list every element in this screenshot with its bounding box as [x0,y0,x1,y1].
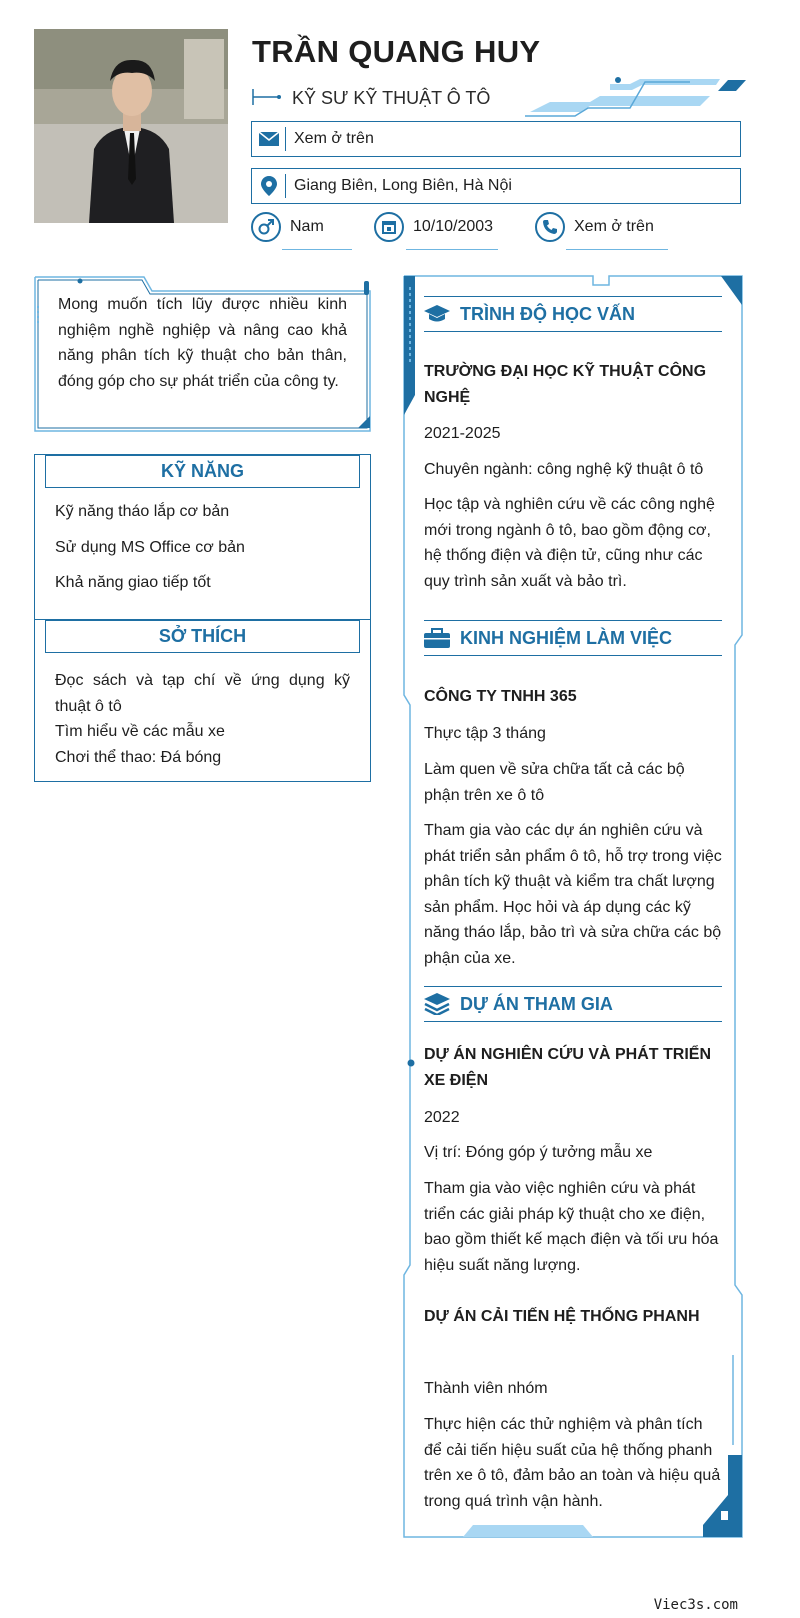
project-description: Tham gia vào việc nghiên cứu và phát triển các giải pháp kỹ thuật cho xe điện, bao gồm thiết kế mạch điện và tối ưu hóa hiệu suất năng lượng. [424,1180,719,1274]
skills-title: KỸ NĂNG [45,455,360,488]
envelope-icon [252,127,286,151]
candidate-name: TRẦN QUANG HUY [252,34,541,69]
divider [282,249,352,250]
birthday-value: 10/10/2003 [413,218,494,235]
title-line-ornament [252,86,282,108]
birthday-field [374,212,493,242]
hobby-item: Đọc sách và tạp chí về ứng dụng kỹ thuật ô tô [55,672,350,715]
experience-title: KINH NGHIỆM LÀM VIỆC [460,627,673,648]
experience-description: Tham gia vào các dự án nghiên cứu và phát triển sản phẩm ô tô, hỗ trợ trong việc phân tích kỹ thuật và kiểm tra chất lượng sản phẩm. Học hỏi và áp dụng các kỹ năng tháo lắp, bảo trì và sửa chữa các bộ phận của xe. [424,822,722,967]
gender-value: Nam [290,218,324,235]
calendar-icon [374,212,404,242]
phone-icon [535,212,565,242]
skill-item: Kỹ năng tháo lắp cơ bản [55,503,230,520]
education-description: Học tập và nghiên cứu về các công nghệ mới trong ngành ô tô, bao gồm động cơ, hệ thống điện và điện tử, cũng như các quy trình sản xuất và bảo trì. [424,496,715,590]
skills-section [34,454,371,620]
watermark-text: Viec3s.com [653,1597,738,1613]
project-description: Thực hiện các thử nghiệm và phân tích để cải tiến hiệu suất của hệ thống phanh trên xe ô tô, đảm bảo an toàn và hiệu quả trong quá trình vận hành. [424,1416,721,1510]
hobbies-title: SỞ THÍCH [45,620,360,653]
phone-field [535,212,654,242]
hobby-item: Tìm hiểu về các mẫu xe [55,723,225,740]
hobbies-section [34,619,371,782]
company-name: CÔNG TY TNHH 365 [424,688,577,705]
skill-item: Khả năng giao tiếp tốt [55,574,211,591]
graduation-cap-icon [424,303,450,325]
experience-role: Làm quen về sửa chữa tất cả các bộ phận trên xe ô tô [424,761,685,804]
experience-header [424,620,722,656]
divider [406,249,498,250]
job-title: KỸ SƯ KỸ THUẬT Ô TÔ [292,88,491,108]
hobby-item: Chơi thể thao: Đá bóng [55,748,222,766]
phone-value: Xem ở trên [574,218,654,235]
projects-header [424,986,722,1022]
career-objective [34,276,371,433]
divider [566,249,668,250]
layers-icon [424,993,450,1015]
location-pin-icon [252,174,286,198]
projects-title: DỰ ÁN THAM GIA [460,993,613,1014]
address-value: Giang Biên, Long Biên, Hà Nội [294,177,512,194]
education-major: Chuyên ngành: công nghệ kỹ thuật ô tô [424,461,704,478]
experience-duration: Thực tập 3 tháng [424,725,546,742]
school-name: TRƯỜNG ĐẠI HỌC KỸ THUẬT CÔNG NGHỆ [424,363,707,406]
profile-photo [34,29,228,223]
email-value: Xem ở trên [294,130,374,147]
skill-item: Sử dụng MS Office cơ bản [55,538,245,556]
education-period: 2021-2025 [424,425,501,442]
email-field [251,121,741,157]
education-title: TRÌNH ĐỘ HỌC VẤN [460,303,635,324]
circuit-ornament [520,76,750,120]
project-name: DỰ ÁN NGHIÊN CỨU VÀ PHÁT TRIỂN XE ĐIỆN [424,1046,711,1089]
gender-icon [251,212,281,242]
project-year: 2022 [424,1109,460,1126]
gender-field [251,212,324,242]
objective-text: Mong muốn tích lũy được nhiều kinh nghiệm nghề nghiệp và nâng cao khả năng phân tích kỹ thuật cho bản thân, đóng góp cho sự phát triển của công ty. [58,296,347,390]
project-position: Thành viên nhóm [424,1380,548,1397]
address-field [251,168,741,204]
project-position: Vị trí: Đóng góp ý tưởng mẫu xe [424,1144,653,1161]
briefcase-icon [424,627,450,649]
education-header [424,296,722,332]
project-name: DỰ ÁN CẢI TIẾN HỆ THỐNG PHANH [424,1308,700,1325]
